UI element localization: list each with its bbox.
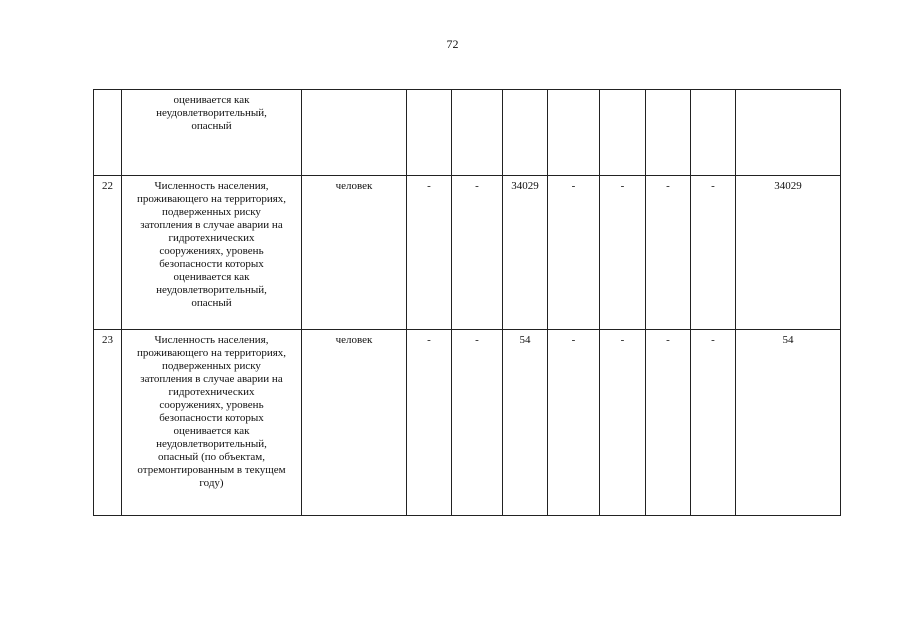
value-cell [407, 90, 452, 176]
row-number-cell: 23 [94, 330, 122, 516]
value-cell: - [600, 176, 646, 330]
value-cell: - [548, 330, 600, 516]
page-number: 72 [446, 37, 459, 51]
row-number-cell [94, 90, 122, 176]
value-cell: - [548, 176, 600, 330]
table-row [94, 90, 841, 176]
total-value-cell: 34029 [736, 176, 841, 330]
value-cell: - [452, 176, 503, 330]
value-cell: - [452, 330, 503, 516]
indicator-description-cell: оценивается как неудовлетворительный, опасный [122, 90, 302, 176]
indicator-table [93, 89, 841, 516]
value-cell: - [691, 330, 736, 516]
indicator-description-cell: Численность населения, проживающего на территориях, подверженных риску затопления в случае аварии на гидротехнических сооружениях, уровень безопасности которых оценивается как неудовлетворительный, опасный (по объектам, отремонтированным в текущем году) [122, 330, 302, 516]
value-cell [503, 90, 548, 176]
value-cell: - [600, 330, 646, 516]
total-value-cell [736, 90, 841, 176]
value-cell: 54 [503, 330, 548, 516]
unit-cell [302, 90, 407, 176]
value-cell: 34029 [503, 176, 548, 330]
value-cell [452, 90, 503, 176]
table-row [94, 330, 841, 516]
table-row [94, 176, 841, 330]
value-cell: - [407, 176, 452, 330]
value-cell [646, 90, 691, 176]
value-cell [548, 90, 600, 176]
value-cell: - [407, 330, 452, 516]
value-cell: - [691, 176, 736, 330]
total-value-cell: 54 [736, 330, 841, 516]
unit-cell: человек [302, 176, 407, 330]
unit-cell: человек [302, 330, 407, 516]
indicator-description-cell: Численность населения, проживающего на территориях, подверженных риску затопления в случае аварии на гидротехнических сооружениях, уровень безопасности которых оценивается как неудовлетворительный, опасный [122, 176, 302, 330]
value-cell: - [646, 330, 691, 516]
value-cell [600, 90, 646, 176]
row-number-cell: 22 [94, 176, 122, 330]
value-cell: - [646, 176, 691, 330]
value-cell [691, 90, 736, 176]
